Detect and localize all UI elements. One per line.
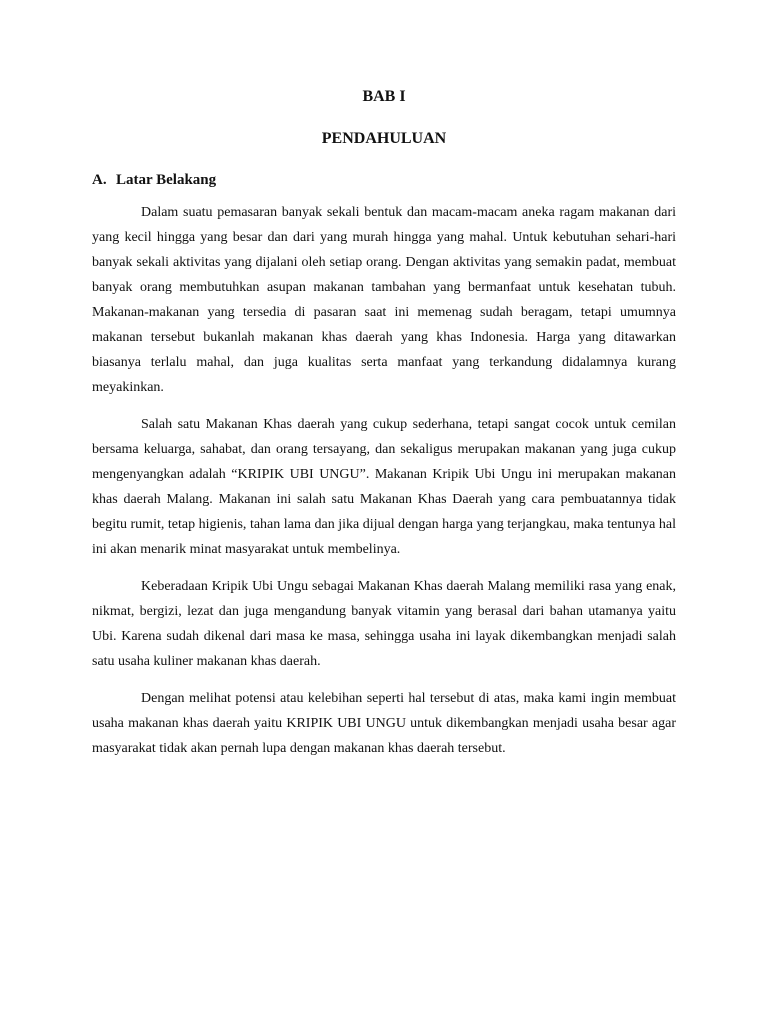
section-number: A. bbox=[92, 172, 107, 188]
chapter-title: PENDAHULUAN bbox=[321, 130, 447, 147]
body-paragraph: Salah satu Makanan Khas daerah yang cukup sederhana, tetapi sangat cocok untuk cemilan bersama keluarga, sahabat, dan orang tersayang, dan sekaligus merupakan makanan yang juga cukup mengenyangkan adalah “KRIPIK UBI UNGU”. Makanan Kripik Ubi Ungu ini merupakan makanan khas daerah Malang. Makanan ini salah satu Makanan Khas Daerah yang cara pembuatannya tidak begitu rumit, tetap higienis, tahan lama dan jika dijual dengan harga yang terjangkau, maka tentunya hal ini akan menarik minat masyarakat untuk membelinya. bbox=[92, 417, 676, 557]
body-paragraph: Keberadaan Kripik Ubi Ungu sebagai Makanan Khas daerah Malang memiliki rasa yang enak, nikmat, bergizi, lezat dan juga mengandung banyak vitamin yang berasal dari bahan utamanya yaitu Ubi. Karena sudah dikenal dari masa ke masa, sehingga usaha ini layak dikembangkan menjadi salah satu usaha kuliner makanan khas daerah. bbox=[92, 579, 676, 669]
body-paragraph: Dalam suatu pemasaran banyak sekali bentuk dan macam-macam aneka ragam makanan dari yang kecil hingga yang besar dan dari yang murah hingga yang mahal. Untuk kebutuhan sehari-hari banyak sekali aktivitas yang dijalani oleh setiap orang. Dengan aktivitas yang semakin padat, membuat banyak orang membutuhkan asupan makanan tambahan yang bermanfaat untuk kesehatan tubuh. Makanan-makanan yang tersedia di pasaran saat ini memenag sudah beragam, tetapi umumnya makanan tersebut bukanlah makanan khas daerah yang khas Indonesia. Harga yang ditawarkan biasanya terlalu mahal, dan juga kualitas serta manfaat yang terkandung didalamnya kurang meyakinkan. bbox=[92, 205, 676, 395]
document-page bbox=[92, 86, 676, 761]
section-title: Latar Belakang bbox=[116, 172, 217, 188]
chapter-number: BAB I bbox=[362, 88, 406, 105]
section-heading bbox=[92, 170, 676, 190]
body-paragraph: Dengan melihat potensi atau kelebihan seperti hal tersebut di atas, maka kami ingin membuat usaha makanan khas daerah yaitu KRIPIK UBI UNGU untuk dikembangkan menjadi usaha besar agar masyarakat tidak akan pernah lupa dengan makanan khas daerah tersebut. bbox=[92, 691, 676, 756]
